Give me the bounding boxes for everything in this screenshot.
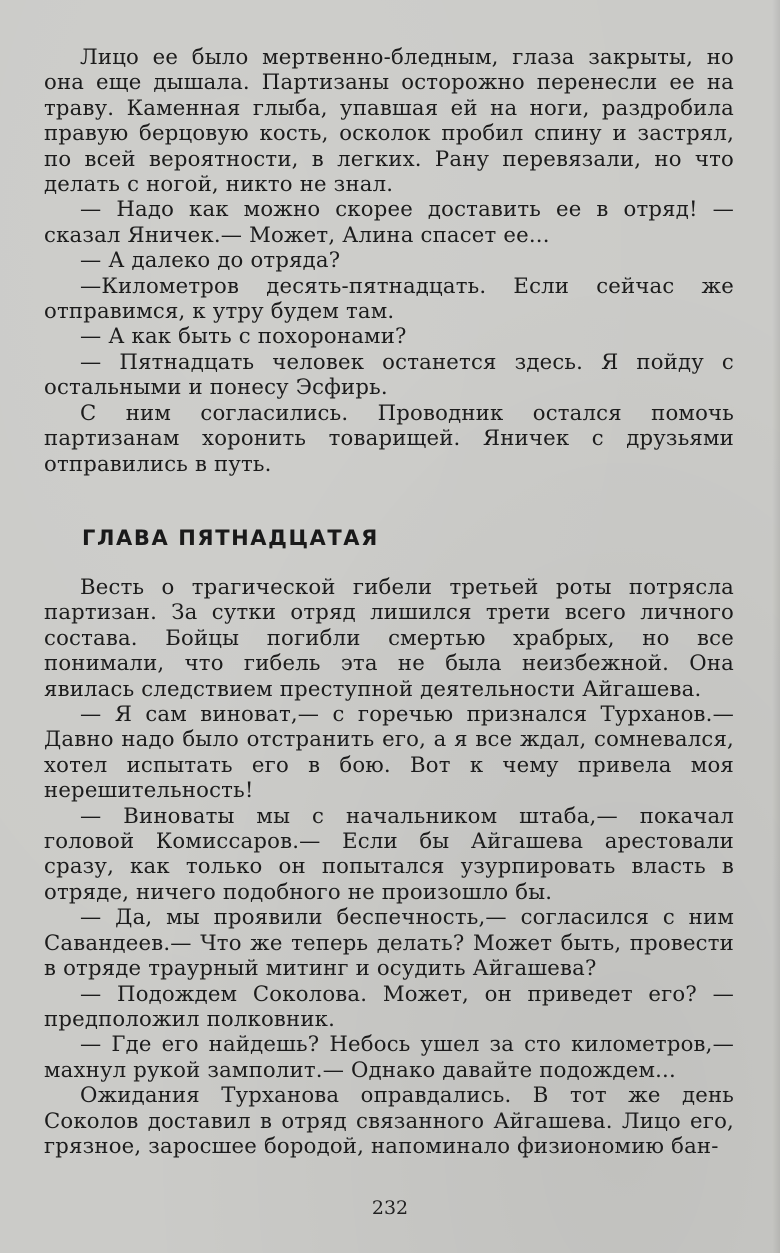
- page-edge-shadow: [772, 0, 780, 1253]
- paragraph: — Виноваты мы с начальником штаба,— покачал головой Комиссаров.— Если бы Айгашева арестовали сразу, как только он попытался узурпировать власть в отряде, ничего подобного не произошло бы.: [44, 802, 734, 904]
- paragraph: — Пятнадцать человек останется здесь. Я пойду с остальными и понесу Эсфирь.: [44, 348, 734, 400]
- paragraph: Весть о трагической гибели третьей роты потрясла партизан. За сутки отряд лишился трети всего личного состава. Бойцы погибли смертью храбрых, но все понимали, что гибель эта не была неизбежной. Она явилась следствием преступной деятельности Айгашева.: [44, 574, 734, 701]
- text-block-top: [44, 44, 734, 476]
- paragraph: — Где его найдешь? Небось ушел за сто километров,— махнул рукой замполит.— Однако давайте подождем...: [44, 1031, 734, 1082]
- text-block-chapter: [44, 574, 734, 1158]
- paragraph: — А далеко до отряда?: [80, 247, 341, 273]
- paragraph: — Я сам виноват,— с горечью признался Турханов.— Давно надо было отстранить его, а я все ждал, сомневался, хотел испытать его в бою. Вот к чему привела моя нерешительность!: [44, 701, 734, 803]
- paragraph: — Подождем Соколова. Может, он приведет его? — предположил полковник.: [44, 980, 734, 1031]
- paragraph: —Километров десять-пятнадцать. Если сейчас же отправимся, к утру будем там.: [44, 272, 734, 324]
- paragraph: Ожидания Турханова оправдались. В тот же день Соколов доставил в отряд связанного Айгашева. Лицо его, грязное, заросшее бородой, напоминало физиономию бан-: [44, 1082, 734, 1158]
- paragraph: Лицо ее было мертвенно-бледным, глаза закрыты, но она еще дышала. Партизаны осторожно перенесли ее на траву. Каменная глыба, упавшая ей на ноги, раздробила правую берцовую кость, осколок пробил спину и застрял, по всей вероятности, в легких. Рану перевязали, но что делать с ногой, никто не знал.: [44, 44, 734, 197]
- paragraph: — А как быть с похоронами?: [80, 323, 407, 349]
- page-number: 232: [371, 1197, 409, 1219]
- paragraph: С ним согласились. Проводник остался помочь партизанам хоронить товарищей. Яничек с друзьями отправились в путь.: [44, 399, 734, 476]
- chapter-title: ГЛАВА ПЯТНАДЦАТАЯ: [82, 526, 379, 550]
- paragraph: — Надо как можно скорее доставить ее в отряд! — сказал Яничек.— Может, Алина спасет ее...: [44, 196, 734, 247]
- paragraph: — Да, мы проявили беспечность,— согласился с ним Савандеев.— Что же теперь делать? Может быть, провести в отряде траурный митинг и осудить Айгашева?: [44, 904, 734, 981]
